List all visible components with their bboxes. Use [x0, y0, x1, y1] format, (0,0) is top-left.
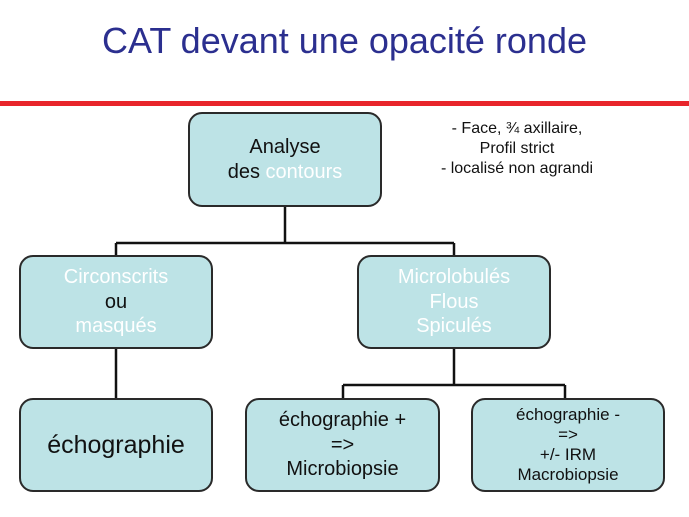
- root-box: [188, 112, 382, 207]
- leaf-right-line-4: Macrobiopsie: [517, 465, 619, 485]
- root-line-1: Analyse: [249, 136, 321, 159]
- leaf-mid-box: [245, 398, 440, 492]
- leaf-mid-line-1: échographie +: [278, 409, 407, 432]
- right-branch-box: [357, 255, 551, 349]
- note-line-2: Profil strict: [479, 140, 555, 157]
- note-line-1: - Face, ¾ axillaire,: [451, 120, 583, 137]
- incidence-note: [412, 119, 622, 179]
- left-branch-line-2: ou: [104, 290, 128, 313]
- leaf-right-box: [471, 398, 665, 492]
- leaf-right-line-2: =>: [558, 424, 578, 444]
- left-branch-box: [19, 255, 213, 349]
- left-branch-line-3: masqués: [75, 315, 157, 338]
- root-line-2-light: contours: [265, 160, 343, 183]
- left-branch-line-1: Circonscrits: [63, 266, 169, 289]
- leaf-right-line-1: échographie -: [516, 404, 620, 424]
- right-branch-line-3: Spiculés: [416, 315, 492, 338]
- right-branch-line-1: Microlobulés: [397, 266, 511, 289]
- note-line-3: - localisé non agrandi: [440, 160, 594, 177]
- root-line-2: [228, 160, 343, 184]
- leaf-left-line-1: échographie: [47, 430, 185, 459]
- leaf-right-line-3: +/- IRM: [539, 445, 597, 464]
- slide-title: CAT devant une opacité ronde: [102, 20, 587, 61]
- leaf-mid-line-2: =>: [330, 433, 355, 456]
- leaf-mid-line-3: Microbiopsie: [286, 458, 399, 481]
- leaf-left-box: [19, 398, 213, 492]
- right-branch-line-2: Flous: [429, 290, 479, 313]
- root-line-2-dark: des: [227, 160, 260, 183]
